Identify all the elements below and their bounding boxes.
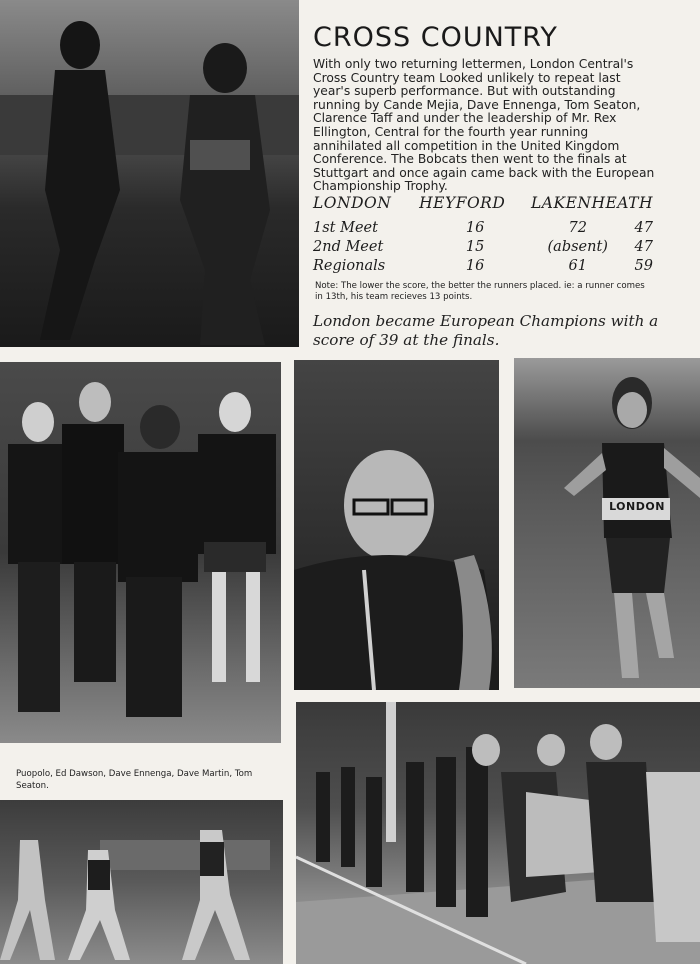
jersey-label: LONDON	[609, 500, 665, 513]
article-title: CROSS COUNTRY	[313, 22, 558, 53]
row-label: Regionals	[313, 257, 386, 274]
header-heyford: HEYFORD	[419, 194, 506, 212]
header-london: LONDON	[313, 194, 392, 212]
photo-runners-silhouette	[0, 0, 299, 347]
photo-starting-line	[296, 702, 700, 964]
scoring-note: Note: The lower the score, the better the runners placed. ie: a runner comes in 13th, his team recieves 13 points.	[315, 281, 645, 302]
photo-runner-london-jersey	[514, 358, 700, 688]
article-body: With only two returning lettermen, London Central's Cross Country team Looked unlikely to repeat last year's superb performance. But with outstanding running by Cande Mejia, Dave Ennenga, Tom Seaton, Clarence Taff and under the leadership of Mr. Rex Ellington, Central for the fourth year running annihilated all competition in the United Kingdom Conference. The Bobcats then went to the finals at Stuttgart and once again came back with the European Championship Trophy.	[313, 57, 655, 194]
row-label: 1st Meet	[313, 219, 378, 236]
score-row	[313, 218, 653, 237]
score-table-header	[313, 194, 653, 218]
london-score: 16	[465, 257, 485, 274]
header-lakenheath: LAKENHEATH	[531, 194, 653, 212]
lakenheath-score: 47	[634, 238, 653, 255]
heyford-score: 72	[568, 219, 587, 236]
champions-statement: London became European Champions with a score of 39 at the finals.	[313, 312, 659, 349]
london-score: 16	[465, 219, 485, 236]
lakenheath-score: 59	[634, 257, 653, 274]
photo-caption: Puopolo, Ed Dawson, Dave Ennenga, Dave Martin, Tom Seaton.	[16, 769, 253, 791]
lakenheath-score: 47	[634, 219, 653, 236]
score-table	[313, 194, 653, 275]
score-row	[313, 256, 653, 275]
london-score: 15	[465, 238, 485, 255]
heyford-score: 61	[568, 257, 587, 274]
score-row	[313, 237, 653, 256]
heyford-score: (absent)	[547, 238, 608, 255]
photo-runners-race	[0, 800, 283, 964]
row-label: 2nd Meet	[313, 238, 384, 255]
photo-team-group	[0, 362, 281, 743]
photo-coach	[294, 360, 499, 690]
